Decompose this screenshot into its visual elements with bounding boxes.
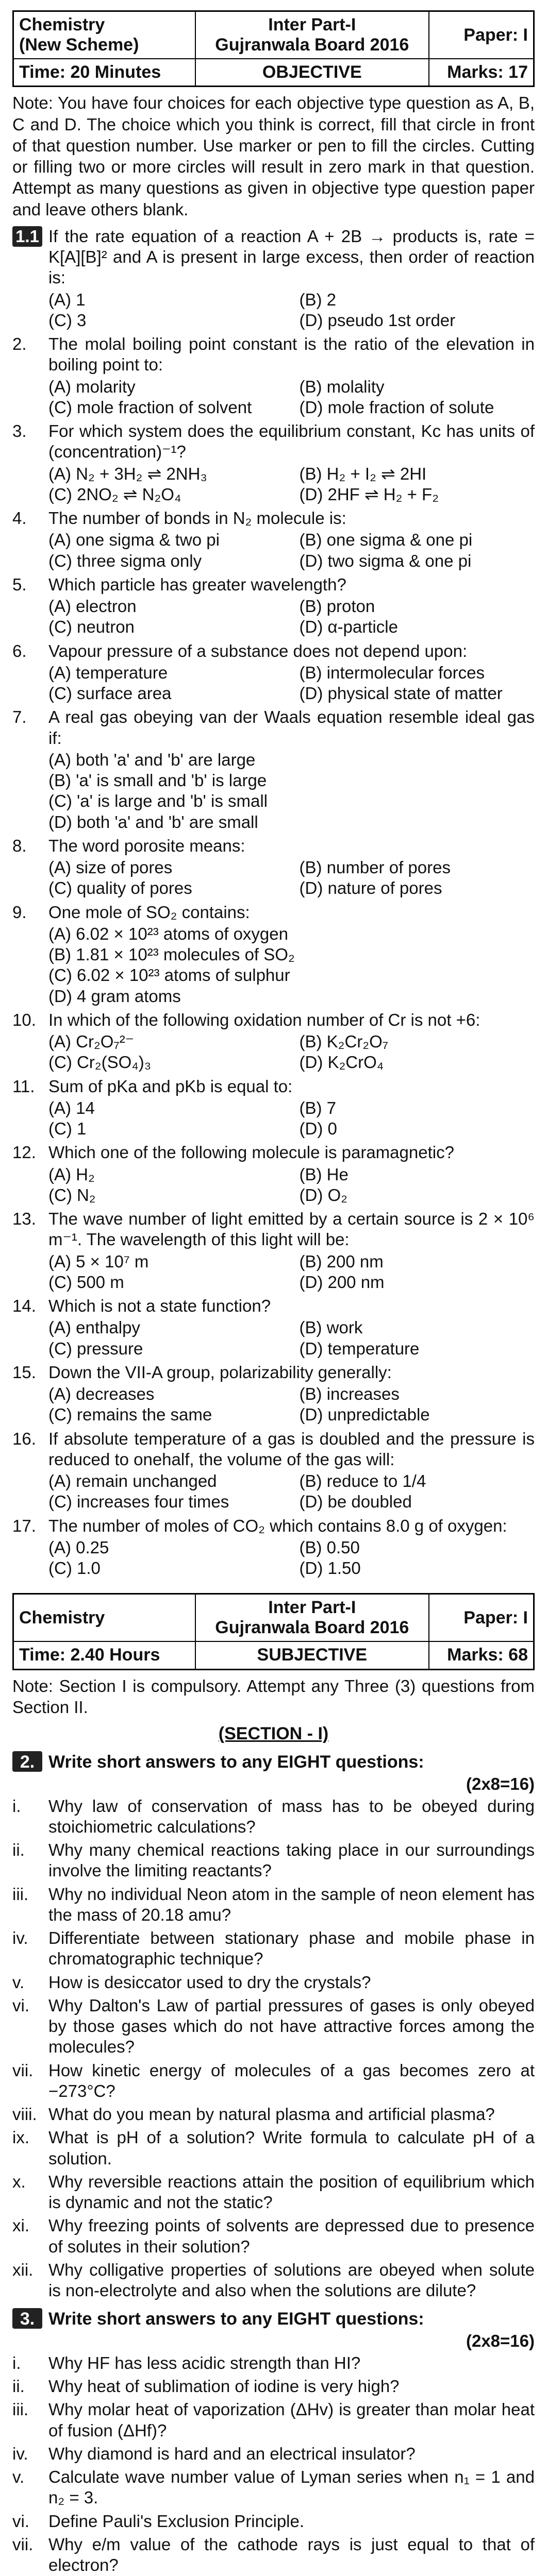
question-number: 4. — [12, 509, 27, 528]
question-number: 16. — [12, 1429, 36, 1448]
short-question — [12, 2534, 535, 2576]
short-question-text: Why diamond is hard and an electrical insulator? — [48, 2444, 416, 2463]
short-question-text: How kinetic energy of molecules of a gas becomes zero at −273°C? — [48, 2060, 535, 2100]
option: (C) N₂ — [48, 1185, 96, 1205]
question-number: 5. — [12, 574, 27, 594]
roman-numeral: ii. — [12, 2377, 25, 2396]
question-body — [48, 574, 535, 638]
mcq-item — [12, 334, 535, 418]
short-question — [12, 1884, 535, 1926]
option: (B) 2 — [299, 290, 337, 309]
short-question — [12, 2376, 535, 2397]
question-body — [48, 1362, 535, 1426]
question-text: Which particle has greater wavelength? — [48, 574, 346, 594]
subjective-subject-label: Chemistry — [13, 1594, 196, 1642]
option: (D) physical state of matter — [299, 684, 503, 703]
option: (A) electron — [48, 597, 137, 616]
option: (B) 7 — [299, 1098, 337, 1117]
option: (A) size of pores — [48, 858, 173, 877]
paper-type-label: OBJECTIVE — [195, 59, 429, 87]
roman-numeral: ix. — [12, 2128, 29, 2147]
question-text: A real gas obeying van der Waals equation resemble ideal gas if: — [48, 707, 535, 748]
marks-label: Marks: 17 — [429, 59, 534, 87]
option: (A) 5 × 10⁷ m — [48, 1251, 149, 1271]
option: (A) decreases — [48, 1384, 155, 1404]
mcq-item — [12, 1429, 535, 1513]
roman-numeral: v. — [12, 1972, 25, 1992]
question-number: 13. — [12, 1209, 36, 1229]
option: (B) molality — [299, 377, 385, 396]
option: (D) pseudo 1st order — [299, 310, 456, 330]
options — [48, 1384, 535, 1426]
short-question — [12, 1796, 535, 1838]
short-question — [12, 2353, 535, 2374]
mcq-item — [12, 1516, 535, 1579]
question-body — [48, 707, 535, 833]
option: (B) reduce to 1/4 — [299, 1471, 426, 1491]
question-number: 9. — [12, 902, 27, 922]
short-question — [12, 2399, 535, 2441]
objective-header — [12, 10, 535, 87]
options — [48, 1317, 535, 1359]
options — [48, 290, 535, 331]
board-cell — [195, 11, 429, 59]
option: (B) one sigma & one pi — [299, 530, 473, 550]
short-question-text: Why many chemical reactions taking place in our surroundings involve the limiting reactants? — [48, 1840, 535, 1880]
question-text: The word porosite means: — [48, 836, 245, 855]
mcq-list — [12, 226, 535, 1579]
paper-label: Paper: I — [429, 11, 534, 59]
question-text: The molal boiling point constant is the ratio of the elevation in boiling point to: — [48, 334, 535, 375]
question-body — [48, 902, 535, 1007]
option: (C) mole fraction of solvent — [48, 397, 252, 417]
short-question-text: Why e/m value of the cathode rays is just equal to that of electron? — [48, 2534, 535, 2575]
option: (C) neutron — [48, 617, 135, 637]
question-group-header — [12, 1751, 535, 1773]
options — [48, 1471, 535, 1513]
question-body — [48, 226, 535, 331]
option: (A) temperature — [48, 663, 168, 682]
short-question-text: What do you mean by natural plasma and artificial plasma? — [48, 2105, 495, 2124]
roman-numeral: xii. — [12, 2260, 34, 2279]
option: (D) 200 nm — [299, 1272, 385, 1292]
short-question — [12, 2260, 535, 2301]
options — [48, 596, 535, 638]
options — [48, 377, 535, 418]
options — [48, 1031, 535, 1073]
option: (D) 1.50 — [299, 1558, 361, 1578]
roman-numeral: vi. — [12, 2511, 29, 2531]
short-question — [12, 1972, 535, 1993]
option: (B) He — [299, 1164, 349, 1184]
option: (D) both 'a' and 'b' are small — [48, 812, 258, 832]
mcq-item — [12, 641, 535, 704]
option: (D) K₂CrO₄ — [299, 1053, 384, 1072]
subjective-inter-label: Inter Part-I — [268, 1598, 356, 1618]
roman-numeral: iv. — [12, 1928, 28, 1948]
question-body — [48, 836, 535, 899]
question-text: Down the VII-A group, polarizability generally: — [48, 1362, 392, 1382]
mcq-item — [12, 902, 535, 1007]
short-question — [12, 2060, 535, 2102]
option: (A) H₂ — [48, 1164, 95, 1184]
question-instruction: Write short answers to any EIGHT questions: — [48, 1752, 424, 1772]
subjective-marks-label: Marks: 68 — [429, 1641, 534, 1669]
mcq-item — [12, 1076, 535, 1140]
short-question-text: Define Pauli's Exclusion Principle. — [48, 2511, 305, 2531]
short-question-text: How is desiccator used to dry the crystals? — [48, 1972, 371, 1992]
scheme-label: (New Scheme) — [19, 35, 139, 55]
option: (D) be doubled — [299, 1492, 412, 1512]
option: (C) quality of pores — [48, 878, 192, 898]
option: (C) 1 — [48, 1119, 87, 1139]
subject-label: Chemistry — [19, 15, 105, 35]
options — [48, 750, 535, 833]
roman-numeral: i. — [12, 1796, 21, 1816]
mcq-item — [12, 707, 535, 833]
mcq-item — [12, 1142, 535, 1206]
option: (B) work — [299, 1318, 363, 1337]
option: (C) 500 m — [48, 1272, 124, 1292]
option: (A) 0.25 — [48, 1537, 109, 1557]
question-text: The number of moles of CO₂ which contains 8.0 g of oxygen: — [48, 1516, 507, 1535]
option: (B) 'a' is small and 'b' is large — [48, 771, 267, 790]
question-text: Sum of pKa and pKb is equal to: — [48, 1076, 293, 1096]
question-marks: (2x8=16) — [466, 1774, 535, 1793]
objective-note: Note: You have four choices for each objective type question as A, B, C and D. The choice which you think is correct, fill that circle in front of that question number. Use marker or pen to fill the circles. Cutting or filling two or more circles will result in zero mark in that question. Attempt as many questions as given in objective type question paper and leave others blank. — [12, 93, 535, 219]
option: (D) nature of pores — [299, 878, 442, 898]
question-text: The wave number of light emitted by a certain source is 2 × 10⁶ m⁻¹. The wavelength of this light will be: — [48, 1209, 535, 1249]
option: (B) 1.81 × 10²³ molecules of SO₂ — [48, 945, 295, 964]
subjective-board-cell — [195, 1594, 429, 1642]
question-text: If absolute temperature of a gas is doubled and the pressure is reduced to onehalf, the volume of the gas will: — [48, 1429, 535, 1469]
roman-numeral: iii. — [12, 2400, 29, 2419]
option: (D) α-particle — [299, 617, 398, 637]
short-question — [12, 2511, 535, 2532]
question-body — [48, 1209, 535, 1293]
short-question — [12, 2467, 535, 2509]
option: (B) number of pores — [299, 858, 451, 877]
short-question-text: What is pH of a solution? Write formula to calculate pH of a solution. — [48, 2128, 535, 2168]
option: (C) increases four times — [48, 1492, 229, 1512]
question-marks: (2x8=16) — [466, 2331, 535, 2350]
mcq-item — [12, 1010, 535, 1073]
mcq-item — [12, 1296, 535, 1359]
option: (C) 1.0 — [48, 1558, 101, 1578]
options — [48, 924, 535, 1007]
short-question-text: Why HF has less acidic strength than HI? — [48, 2353, 361, 2372]
options — [48, 1164, 535, 1206]
options — [48, 530, 535, 571]
question-text: Which one of the following molecule is paramagnetic? — [48, 1143, 454, 1162]
question-body — [48, 1516, 535, 1579]
option: (D) two sigma & one pi — [299, 551, 472, 570]
subjective-header — [12, 1593, 535, 1670]
option: (A) N₂ + 3H₂ ⇌ 2NH₃ — [48, 464, 207, 483]
option: (C) 3 — [48, 310, 87, 330]
subjective-time-label: Time: 2.40 Hours — [13, 1641, 196, 1669]
option: (C) 'a' is large and 'b' is small — [48, 791, 268, 811]
question-number: 7. — [12, 707, 27, 727]
short-question — [12, 2172, 535, 2213]
question-body — [48, 421, 535, 505]
roman-numeral: viii. — [12, 2105, 37, 2124]
roman-numeral: x. — [12, 2172, 26, 2191]
question-number: 10. — [12, 1010, 36, 1029]
subjective-note: Note: Section I is compulsory. Attempt any Three (3) questions from Section II. — [12, 1676, 535, 1717]
option: (A) molarity — [48, 377, 136, 396]
question-number: 2. — [12, 334, 27, 354]
short-question-text: Differentiate between stationary phase and mobile phase in chromatographic technique? — [48, 1928, 535, 1969]
question-text: One mole of SO₂ contains: — [48, 902, 250, 922]
option: (C) remains the same — [48, 1405, 212, 1425]
option: (D) 2HF ⇌ H₂ + F₂ — [299, 484, 439, 504]
options — [48, 663, 535, 704]
option: (B) 0.50 — [299, 1537, 360, 1557]
short-question-text: Why no individual Neon atom in the sample of neon element has the mass of 20.18 amu? — [48, 1884, 535, 1924]
question-number: 12. — [12, 1143, 36, 1162]
question-body — [48, 1142, 535, 1206]
subjective-board-label: Gujranwala Board 2016 — [215, 1618, 409, 1638]
option: (A) 14 — [48, 1098, 95, 1117]
question-number: 15. — [12, 1362, 36, 1382]
option: (A) 6.02 × 10²³ atoms of oxygen — [48, 924, 288, 943]
mcq-item — [12, 1362, 535, 1426]
roman-numeral: vii. — [12, 2060, 34, 2080]
mcq-item — [12, 508, 535, 571]
question-number: 6. — [12, 641, 27, 660]
option: (C) 6.02 × 10²³ atoms of sulphur — [48, 965, 290, 985]
roman-numeral: xi. — [12, 2216, 29, 2235]
options — [48, 1537, 535, 1579]
board-label: Gujranwala Board 2016 — [215, 35, 409, 55]
question-body — [48, 641, 535, 704]
option: (D) mole fraction of solute — [299, 397, 494, 417]
short-question-text: Why molar heat of vaporization (ΔHv) is greater than molar heat of fusion (ΔHf)? — [48, 2400, 535, 2440]
subject-cell — [13, 11, 196, 59]
short-question-text: Calculate wave number value of Lyman series when n₁ = 1 and n₂ = 3. — [48, 2467, 535, 2507]
option: (D) 4 gram atoms — [48, 986, 181, 1006]
question-number: 2. — [12, 1751, 42, 1772]
question-body — [48, 1010, 535, 1073]
time-label: Time: 20 Minutes — [13, 59, 196, 87]
option: (D) temperature — [299, 1338, 420, 1358]
question-2-group — [12, 1751, 535, 2301]
options — [48, 1251, 535, 1293]
option: (A) both 'a' and 'b' are large — [48, 750, 256, 769]
roman-numeral: vii. — [12, 2534, 34, 2554]
question-group-header — [12, 2308, 535, 2330]
option: (B) 200 nm — [299, 1251, 384, 1271]
option: (C) three sigma only — [48, 551, 202, 570]
short-question — [12, 2127, 535, 2169]
short-question-text: Why freezing points of solvents are depressed due to presence of solutes in their solution? — [48, 2216, 535, 2256]
roman-numeral: iii. — [12, 1884, 29, 1904]
short-question — [12, 1928, 535, 1970]
option: (C) Cr₂(SO₄)₃ — [48, 1053, 152, 1072]
option: (D) 0 — [299, 1119, 337, 1139]
question-body — [48, 1429, 535, 1513]
short-question-text: Why reversible reactions attain the position of equilibrium which is dynamic and not the static? — [48, 2172, 535, 2212]
question-text: The number of bonds in N₂ molecule is: — [48, 509, 346, 528]
mcq-item — [12, 421, 535, 505]
mcq-item — [12, 836, 535, 899]
question-number: 8. — [12, 836, 27, 855]
question-3-group — [12, 2308, 535, 2576]
question-number: 11. — [12, 1076, 35, 1096]
option: (B) H₂ + I₂ ⇌ 2HI — [299, 464, 427, 483]
question-body — [48, 1296, 535, 1359]
option: (C) 2NO₂ ⇌ N₂O₄ — [48, 484, 181, 504]
option: (C) surface area — [48, 684, 172, 703]
short-question — [12, 2104, 535, 2125]
short-question-text: Why law of conservation of mass has to be obeyed during stoichiometric calculations? — [48, 1796, 535, 1836]
question-text: If the rate equation of a reaction A + 2B → products is, rate = K[A][B]² and A is present in large excess, then order of reaction is: — [48, 226, 535, 287]
question-instruction: Write short answers to any EIGHT questions: — [48, 2309, 424, 2329]
option: (A) one sigma & two pi — [48, 530, 220, 550]
option: (D) unpredictable — [299, 1405, 430, 1425]
roman-numeral: ii. — [12, 1840, 25, 1860]
short-question — [12, 1840, 535, 1882]
question-number: 3. — [12, 421, 27, 441]
option: (A) 1 — [48, 290, 86, 309]
question-body — [48, 1076, 535, 1140]
question-text: Vapour pressure of a substance does not depend upon: — [48, 641, 468, 660]
mcq-item — [12, 226, 535, 331]
subjective-paper-label: Paper: I — [429, 1594, 534, 1642]
short-question — [12, 2215, 535, 2257]
roman-numeral: vi. — [12, 1995, 29, 2015]
options — [48, 857, 535, 899]
short-question-text: Why heat of sublimation of iodine is very high? — [48, 2377, 400, 2396]
inter-label: Inter Part-I — [268, 15, 356, 35]
option: (A) Cr₂O₇²⁻ — [48, 1032, 135, 1052]
short-question — [12, 1995, 535, 2058]
short-question-text: Why Dalton's Law of partial pressures of gases is only obeyed by those gases which do not have attractive forces among the molecules? — [48, 1995, 535, 2057]
option: (B) increases — [299, 1384, 400, 1404]
options — [48, 1098, 535, 1140]
question-number: 3. — [12, 2308, 42, 2329]
option: (B) K₂Cr₂O₇ — [299, 1032, 389, 1052]
options — [48, 464, 535, 505]
mcq-item — [12, 574, 535, 638]
question-body — [48, 334, 535, 418]
option: (A) enthalpy — [48, 1318, 140, 1337]
question-text: For which system does the equilibrium constant, Kc has units of (concentration)⁻¹? — [48, 421, 535, 462]
short-question — [12, 2444, 535, 2464]
option: (A) remain unchanged — [48, 1471, 217, 1491]
section-1-title: (SECTION - I) — [218, 1724, 329, 1744]
question-text: In which of the following oxidation number of Cr is not +6: — [48, 1010, 480, 1029]
question-number: 1.1 — [12, 226, 42, 247]
roman-numeral: v. — [12, 2467, 25, 2487]
question-number: 17. — [12, 1516, 36, 1535]
option: (D) O₂ — [299, 1185, 347, 1205]
question-text: Which is not a state function? — [48, 1296, 271, 1316]
roman-numeral: i. — [12, 2353, 21, 2372]
subjective-type-label: SUBJECTIVE — [195, 1641, 429, 1669]
option: (C) pressure — [48, 1338, 143, 1358]
short-question-text: Why colligative properties of solutions are obeyed when solute is non-electrolyte and also when the solutions are dilute? — [48, 2260, 535, 2300]
question-number: 14. — [12, 1296, 36, 1316]
option: (B) proton — [299, 597, 375, 616]
roman-numeral: iv. — [12, 2444, 28, 2463]
option: (B) intermolecular forces — [299, 663, 485, 682]
question-body — [48, 508, 535, 571]
mcq-item — [12, 1209, 535, 1293]
